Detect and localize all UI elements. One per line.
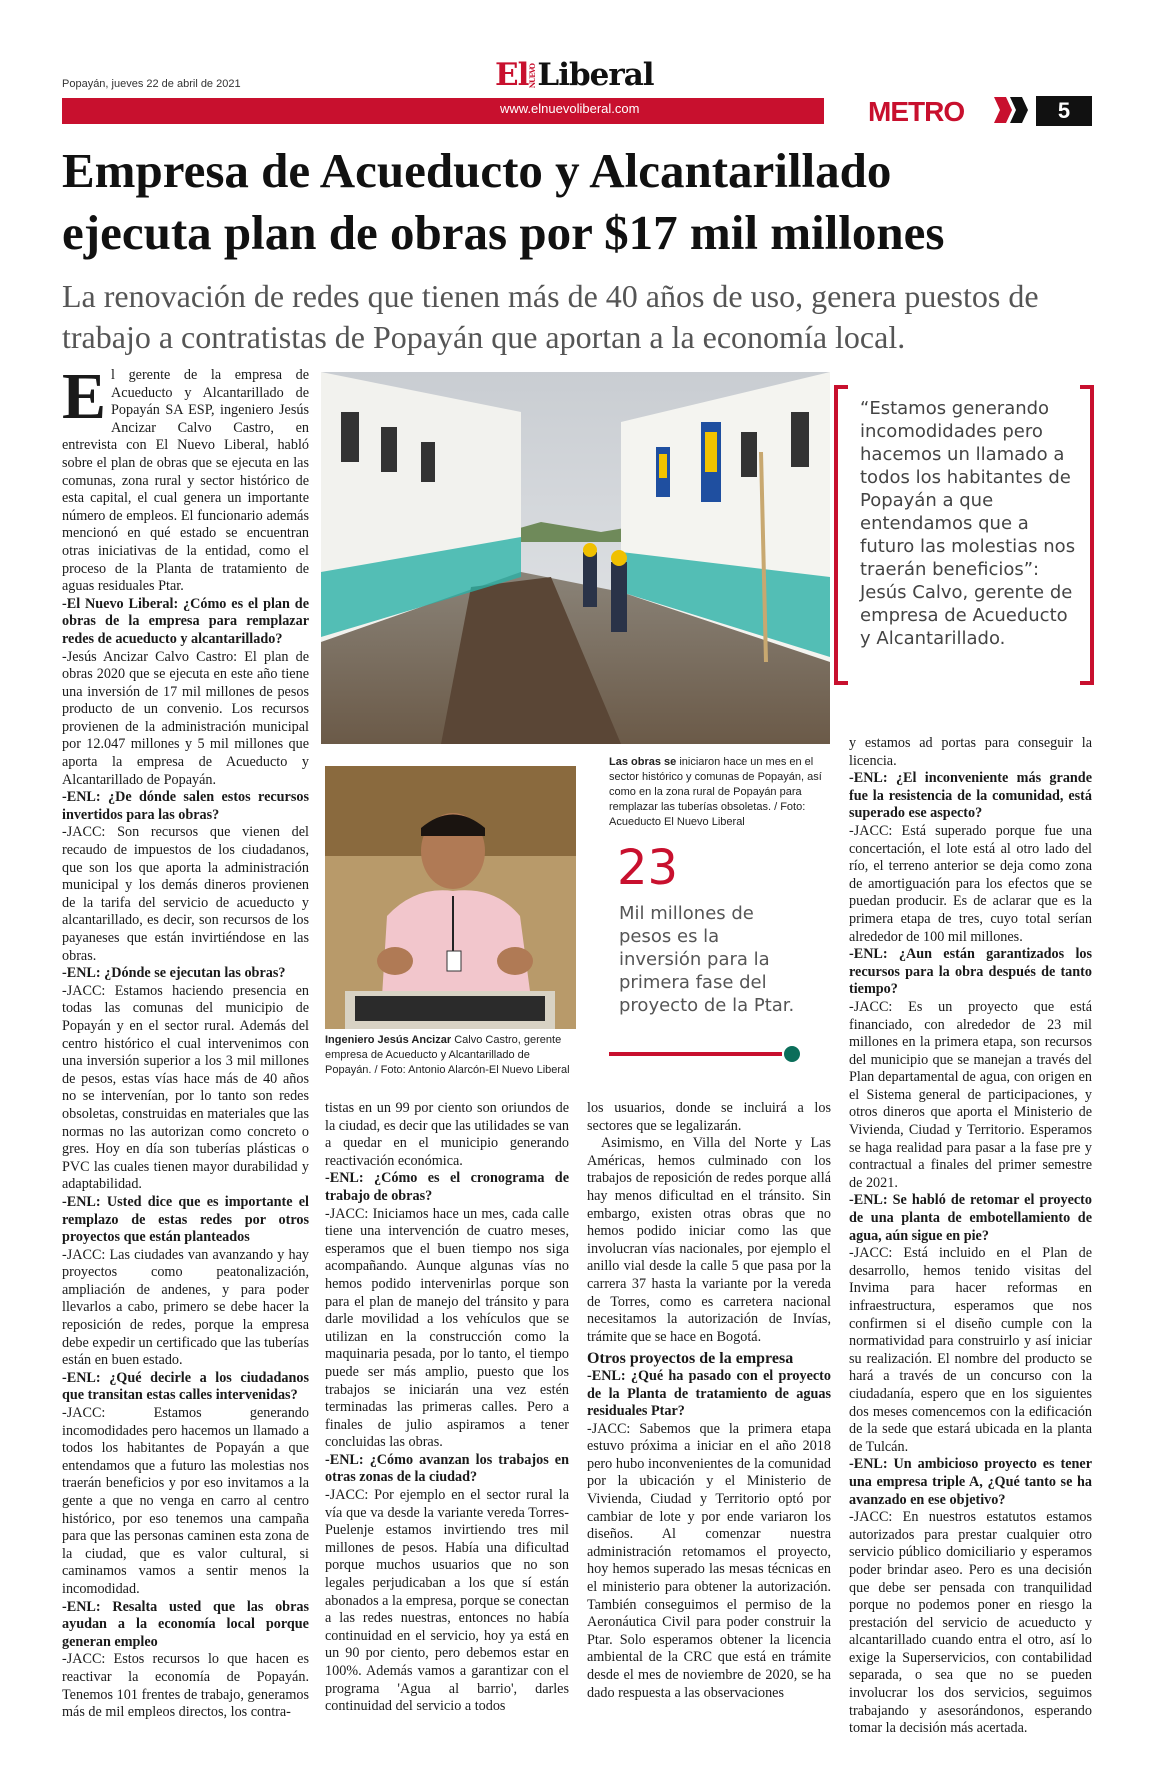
answer: -JACC: Está superado porque fue una concertación, el lote está al otro lado del río, el terreno anterior se deja como zona de amortiguación para los efectos que se puedan producir. Es de aclarar que es la primera etapa de tres, cuyo total serían alrededor de 100 mil millones. bbox=[849, 822, 1092, 945]
paragraph: y estamos ad portas para conseguir la licencia. bbox=[849, 735, 1092, 769]
stat-number: 23 bbox=[617, 840, 679, 896]
paragraph: tistas en un 99 por ciento son oriundos de la ciudad, es decir que las utilidades se van a quedar en el municipio generando reactivación económica. bbox=[325, 1100, 569, 1169]
website-link[interactable]: www.elnuevoliberal.com bbox=[500, 101, 640, 116]
answer: -JACC: Estamos haciendo presencia en todas las comunas del municipio de Popayán y en el sector rural. Además del centro histórico el cual intervenimos con una inversión superior a los 3 mil millones de pesos, estas vías hace más de 40 años no se intervenían, por lo tanto son redes obsoletas, construidas en materiales que las normas no las autorizan como concreto o gres. Hoy en día son tuberías plásticas o PVC las cuales tienen mayor durabilidad y adaptabilidad. bbox=[62, 982, 309, 1193]
photo-credit: / Foto: Antonio Alarcón-El Nuevo Liberal bbox=[371, 1064, 570, 1076]
stat-dot-icon bbox=[784, 1046, 800, 1062]
question: -ENL: ¿Cómo es el cronograma de trabajo de obras? bbox=[325, 1170, 569, 1204]
section-subtitle: Otros proyectos de la empresa bbox=[587, 1350, 794, 1368]
logo-nuevo: NUEVO bbox=[528, 64, 538, 89]
caption-lead: Ingeniero Jesús Ancizar bbox=[325, 1034, 452, 1046]
section-label: METRO bbox=[868, 96, 965, 127]
answer: -JACC: Es un proyecto que está financiado, con alrededor de 23 mil millones en la primera etapa, son recursos del municipio que se manejan a través del Plan departamental de agua, con origen en el Sistema general de participaciones, y otros dineros que aporta el Ministerio de Vivienda, Ciudad y Territorio. Esperamos se haga realidad para pasar a la fase pre y contractual a finales del primer semestre de 2021. bbox=[849, 998, 1092, 1191]
stat-divider bbox=[609, 1052, 782, 1056]
section-chevron-icon bbox=[990, 95, 1030, 125]
pull-quote bbox=[848, 385, 1088, 685]
question: -ENL: ¿Dónde se ejecutan las obras? bbox=[62, 965, 286, 982]
answer: -JACC: Estamos generando incomodidades pero hacemos un llamado a todos los habitantes de Popayán a que entendamos que a futuro las molestias nos traerán beneficios y por eso invitamos a la gente a que no venga en carro al centro histórico, por eso tenemos una campaña para que las personas caminen esta zona de la ciudad, que es valor cultural, si caminamos vamos a sentir menos la incomodidad. bbox=[62, 1405, 309, 1597]
answer: -JACC: Las ciudades van avanzando y hay proyectos como peatonalización, ampliación de andenes, y para poder llevarlos a cabo, primero se debe hacer la reposición de redes, porque la empresa debe expedir un certificado que las tuberías están en buen estado. bbox=[62, 1246, 309, 1369]
portrait-caption bbox=[325, 1033, 577, 1078]
pull-quote-right-bracket bbox=[1080, 385, 1094, 685]
article-column-4 bbox=[849, 735, 1092, 1738]
issue-date: Popayán, jueves 22 de abril de 2021 bbox=[62, 78, 241, 90]
headline bbox=[62, 140, 1082, 264]
answer: -JACC: Estos recursos lo que hacen es reactivar la economía de Popayán. Tenemos 101 frentes de trabajo, generamos más de mil empleos directos, los contra- bbox=[62, 1651, 309, 1721]
page-number: 5 bbox=[1036, 96, 1092, 126]
caption-lead: Las obras se bbox=[609, 756, 677, 768]
answer: -Jesús Ancizar Calvo Castro: El plan de obras 2020 que se ejecuta en este año tiene una inversión de 17 mil millones de pesos producto de un convenio. Los recursos provienen de la administración municipal por 12.047 millones y 5 mil millones que aporta la empresa de Acueducto y Alcantarillado de Popayán. bbox=[62, 648, 309, 788]
intro-paragraph: l gerente de la empresa de Acueducto y Alcantarillado de Popayán SA ESP, ingeniero Jesús Ancizar Calvo Castro, en entrevista con El Nuevo Liberal, habló sobre el plan de obras que se ejecuta en las comunas, zona rural y sector histórico de esta capital, el cual genera un importante número de empleos. El funcionario además mencionó en qué estado se encuentran otras iniciativas de la entidad, como el proceso de la Planta de tratamiento de aguas residuales Ptar. bbox=[62, 367, 309, 595]
question: -ENL: ¿El inconveniente más grande fue la resistencia de la comunidad, está superado ese aspecto? bbox=[849, 770, 1092, 822]
headline-line-1: Empresa de Acueducto y Alcantarillado bbox=[62, 143, 892, 198]
street-photo-caption bbox=[609, 755, 829, 830]
answer: -JACC: En nuestros estatutos estamos autorizados para prestar cualquier otro servicio público domiciliario y esperamos poder brindar aseo. Pero es una decisión que debe ser pensada con tranquilidad porque no podemos poner en riesgo la prestación del servicio de acueducto y alcantarillado cuando entra el otro, así lo exige la Superservicios, con contabilidad separada, o sea que no se pueden involucrar los dos servicios, seguimos trabajando y asesorándonos, esperando tomar la decisión más acertada. bbox=[849, 1509, 1092, 1737]
newspaper-logo[interactable] bbox=[495, 57, 654, 93]
pull-quote-left-bracket bbox=[834, 385, 848, 685]
pull-quote-text: “Estamos generando incomodidades pero hacemos un llamado a todos los habitantes de Popayán a que entendamos que a futuro las molestias nos traerán beneficios”: Jesús Calvo, gerente de empresa de Acueducto y Alcantarillado. bbox=[860, 398, 1076, 649]
paragraph: los usuarios, donde se incluirá a los sectores que se legalizarán. bbox=[587, 1100, 831, 1134]
caption-text: iniciaron hace un mes en el sector histórico y comunas de Popayán, así como en la zona rural de Popayán para remplazar las tuberías obsoletas. bbox=[609, 756, 822, 813]
header-red-bar bbox=[62, 98, 824, 124]
question: -El Nuevo Liberal: ¿Cómo es el plan de obras de la empresa para remplazar redes de acueducto y alcantarillado? bbox=[62, 595, 309, 647]
subheadline: La renovación de redes que tienen más de 40 años de uso, genera puestos de trabajo a contratistas de Popayán que aportan a la economía local. bbox=[62, 278, 1039, 355]
street-works-photo bbox=[321, 372, 830, 744]
paragraph: Asimismo, en Villa del Norte y Las Américas, hemos culminado con los trabajos de reposición de redes porque allá hay menos dificultad en el tránsito. Sin embargo, existen otras obras que no hemos podido iniciar como las que involucran vías nacionales, por ejemplo el anillo vial desde la calle 5 que pasa por la carrera 37 hasta la variante por la vereda de Torres, como es carretera nacional necesitamos la autorización de Invías, trámite que se hace en Bogotá. bbox=[587, 1135, 831, 1345]
question: -ENL: Un ambicioso proyecto es tener una empresa triple A, ¿Qué tanto se ha avanzado en ese objetivo? bbox=[849, 1456, 1092, 1508]
logo-el: El bbox=[495, 57, 529, 93]
question: -ENL: ¿Qué ha pasado con el proyecto de la Planta de tratamiento de aguas residuales Ptar? bbox=[587, 1367, 831, 1420]
photo-credit: / Foto: Acueducto El Nuevo Liberal bbox=[609, 801, 806, 828]
answer: -JACC: Iniciamos hace un mes, cada calle tiene una intervención de cuatro meses, esperamos que el buen tiempo nos siga acompañando. Aunque algunas vías no hemos podido intervenirlas porque son para el plan de manejo del tránsito y para darle movilidad a los vehículos que se utilizan en la construcción como la maquinaria pesada, por lo tanto, el tiempo puede ser más amplio, puesto que los trabajos se iniciarán una vez estén terminadas las primeras calles. Pero a finales de julio aspiramos a tener concluidas las obras. bbox=[325, 1205, 569, 1451]
answer: -JACC: Por ejemplo en el sector rural la vía que va desde la variante vereda Torres-Puelenje estamos invirtiendo tres mil millones de pesos. Había una dificultad porque muchos usuarios que no son legales perjudicaban a los que sí están abonados a la empresa, porque se conectan a las redes nuestras, entonces no había continuidad en el servicio, hoy ya está en un 90 por ciento, pero debemos estar en 100%. Además vamos a garantizar con el programa 'Agua al barrio', darles continuidad del servicio a todos bbox=[325, 1487, 569, 1715]
drop-cap: E bbox=[62, 360, 107, 433]
article-column-3 bbox=[587, 1100, 831, 1702]
question: -ENL: Resalta usted que las obras ayudan a la economía local porque generan empleo bbox=[62, 1598, 309, 1650]
question: -ENL: ¿Cómo avanzan los trabajos en otras zonas de la ciudad? bbox=[325, 1451, 569, 1486]
caption-text: Calvo Castro, gerente empresa de Acueducto y Alcantarillado de Popayán. bbox=[325, 1034, 562, 1076]
answer: -JACC: Sabemos que la primera etapa estuvo próxima a iniciar en el año 2018 pero hubo inconvenientes de la comunidad por la ubicación y el Ministerio de Vivienda, Ciudad y Territorio optó por cambiar de lote y por ende variaron los diseños. Al comenzar nuestra administración retomamos el proyecto, hoy hemos superado las mesas técnicas en el ministerio para obtener la autorización. También conseguimos el permiso de la Aeronáutica Civil para poder construir la Ptar. Solo esperamos obtener la licencia ambiental de la CRC que está en trámite desde el mes de noviembre de 2020, se ha dado respuesta a las observaciones bbox=[587, 1420, 831, 1701]
question: -ENL: ¿Qué decirle a los ciudadanos que transitan estas calles intervenidas? bbox=[62, 1369, 309, 1404]
manager-portrait-photo bbox=[325, 766, 576, 1029]
question: -ENL: ¿De dónde salen estos recursos invertidos para las obras? bbox=[62, 789, 309, 823]
answer: -JACC: Está incluido en el Plan de desarrollo, hemos tenido visitas del Invima para hacer reformas en infraestructura, esperamos que nos confirmen si el diseño cumple con la normatividad para construirlo y así iniciar su realización. El nombre del producto se hará a través de un concurso con la ciudadanía, espero que en los siguientes dos meses comencemos con la edificación de la sede que estará ubicada en la planta de Tulcán. bbox=[849, 1245, 1092, 1455]
question: -ENL: Se habló de retomar el proyecto de una planta de embotellamiento de agua, aún sigue en pie? bbox=[849, 1192, 1092, 1244]
headline-line-2: ejecuta plan de obras por $17 mil millones bbox=[62, 205, 945, 260]
question: -ENL: Usted dice que es importante el remplazo de estas redes por otros proyectos que están planteados bbox=[62, 1193, 309, 1246]
logo-liberal: Liberal bbox=[537, 57, 654, 93]
question: -ENL: ¿Aun están garantizados los recursos para la obra después de tanto tiempo? bbox=[849, 946, 1092, 998]
article-column-1 bbox=[62, 360, 309, 1721]
article-column-2 bbox=[325, 1100, 569, 1716]
answer: -JACC: Son recursos que vienen del recaudo de impuestos de los ciudadanos, que son los que aporta la administración municipal y los demás dineros provienen de la tarifa del servicio de acueducto y alcantarillado, es decir, son recursos de los payaneses que están invirtiéndose en las obras. bbox=[62, 824, 309, 964]
stat-description: Mil millones de pesos es la inversión para la primera fase del proyecto de la Ptar. bbox=[619, 903, 795, 1016]
